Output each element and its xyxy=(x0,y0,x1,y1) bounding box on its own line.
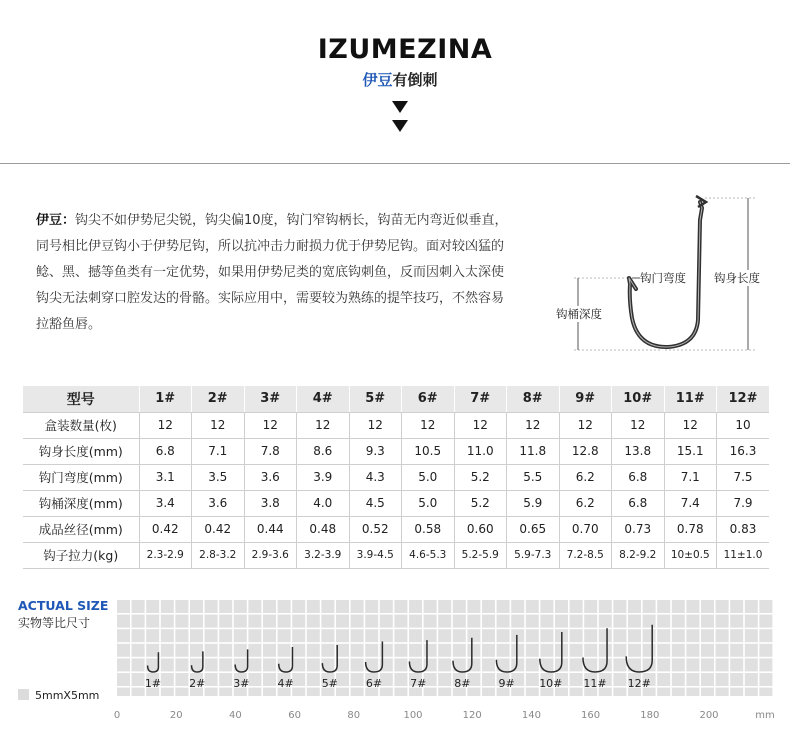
spec-cell: 3.8 xyxy=(244,490,297,516)
spec-size-header: 4# xyxy=(297,386,350,412)
spec-cell: 7.1 xyxy=(664,464,717,490)
spec-size-header: 11# xyxy=(664,386,717,412)
spec-size-header: 9# xyxy=(559,386,612,412)
spec-cell: 3.6 xyxy=(244,464,297,490)
spec-cell: 7.9 xyxy=(717,490,770,516)
spec-cell: 3.2-3.9 xyxy=(297,542,350,568)
down-arrow-icon xyxy=(392,101,408,113)
spec-cell: 4.5 xyxy=(349,490,402,516)
spec-cell: 5.5 xyxy=(507,464,560,490)
spec-cell: 7.8 xyxy=(244,438,297,464)
hook-size-label: 3# xyxy=(233,677,250,690)
spec-cell: 12.8 xyxy=(559,438,612,464)
spec-cell: 12 xyxy=(454,412,507,438)
spec-cell: 7.4 xyxy=(664,490,717,516)
hook-size-label: 2# xyxy=(189,677,206,690)
spec-cell: 0.73 xyxy=(612,516,665,542)
spec-cell: 6.8 xyxy=(612,464,665,490)
spec-size-header: 2# xyxy=(192,386,245,412)
hook-size-label: 11# xyxy=(583,677,607,690)
spec-cell: 0.70 xyxy=(559,516,612,542)
axis-tick-label: 140 xyxy=(521,710,541,721)
spec-size-header: 5# xyxy=(349,386,402,412)
spec-cell: 3.9-4.5 xyxy=(349,542,402,568)
spec-cell: 12 xyxy=(664,412,717,438)
spec-row-label: 钩身长度(mm) xyxy=(23,438,139,464)
spec-cell: 7.5 xyxy=(717,464,770,490)
spec-size-header: 10# xyxy=(612,386,665,412)
spec-cell: 2.3-2.9 xyxy=(139,542,192,568)
spec-cell: 4.3 xyxy=(349,464,402,490)
spec-row xyxy=(23,516,769,542)
spec-row xyxy=(23,490,769,516)
spec-cell: 5.2 xyxy=(454,464,507,490)
spec-row-label: 钩子拉力(kg) xyxy=(23,542,139,568)
spec-cell: 0.78 xyxy=(664,516,717,542)
spec-cell: 12 xyxy=(297,412,350,438)
product-subtitle xyxy=(0,69,790,90)
spec-cell: 3.1 xyxy=(139,464,192,490)
axis-tick-label: 0 xyxy=(113,710,121,721)
spec-row xyxy=(23,464,769,490)
label-gap: 钩门弯度 xyxy=(640,271,686,285)
axis-unit-label: mm xyxy=(755,710,775,721)
label-body-length: 钩身长度 xyxy=(714,271,760,285)
hook-size-label: 1# xyxy=(144,677,162,690)
spec-cell: 11.8 xyxy=(507,438,560,464)
spec-cell: 5.2-5.9 xyxy=(454,542,507,568)
spec-cell: 6.2 xyxy=(559,490,612,516)
spec-cell: 3.9 xyxy=(297,464,350,490)
spec-header-row xyxy=(23,386,769,412)
hook-size-label: 5# xyxy=(321,677,338,690)
spec-cell: 8.6 xyxy=(297,438,350,464)
spec-cell: 4.0 xyxy=(297,490,350,516)
subtitle-rest: 有倒刺 xyxy=(392,71,438,89)
spec-cell: 6.8 xyxy=(612,490,665,516)
spec-cell: 4.6-5.3 xyxy=(402,542,455,568)
actual-size-title: ACTUAL SIZE xyxy=(18,598,109,613)
spec-size-header: 8# xyxy=(507,386,560,412)
spec-cell: 5.2 xyxy=(454,490,507,516)
spec-cell: 5.9 xyxy=(507,490,560,516)
product-description xyxy=(36,208,516,338)
spec-cell: 12 xyxy=(559,412,612,438)
spec-cell: 5.0 xyxy=(402,490,455,516)
subtitle-highlight: 伊豆 xyxy=(362,71,393,89)
axis-tick-label: 120 xyxy=(462,710,482,721)
spec-row xyxy=(23,438,769,464)
spec-cell: 3.5 xyxy=(192,464,245,490)
axis-tick-label: 60 xyxy=(288,710,301,721)
spec-cell: 15.1 xyxy=(664,438,717,464)
spec-cell: 0.65 xyxy=(507,516,560,542)
spec-cell: 3.4 xyxy=(139,490,192,516)
spec-size-header: 3# xyxy=(244,386,297,412)
hook-size-label: 8# xyxy=(454,677,471,690)
spec-cell: 0.42 xyxy=(139,516,192,542)
legend-label: 5mmX5mm xyxy=(35,689,100,702)
spec-header-label: 型号 xyxy=(23,386,139,412)
spec-table xyxy=(23,386,769,569)
brand-title: IZUMEZINA xyxy=(317,34,493,65)
spec-cell: 0.48 xyxy=(297,516,350,542)
hook-size-label: 9# xyxy=(498,677,515,690)
axis-tick-label: 100 xyxy=(403,710,423,721)
spec-cell: 0.60 xyxy=(454,516,507,542)
hook-size-label: 12# xyxy=(627,677,651,690)
axis-tick-label: 40 xyxy=(229,710,242,721)
spec-size-header: 7# xyxy=(454,386,507,412)
spec-cell: 7.2-8.5 xyxy=(559,542,612,568)
axis-tick-label: 160 xyxy=(581,710,601,721)
spec-cell: 0.52 xyxy=(349,516,402,542)
spec-cell: 12 xyxy=(192,412,245,438)
axis-tick-label: 80 xyxy=(347,710,361,721)
spec-size-header: 12# xyxy=(717,386,770,412)
spec-cell: 11.0 xyxy=(454,438,507,464)
spec-cell: 2.9-3.6 xyxy=(244,542,297,568)
spec-cell: 6.8 xyxy=(139,438,192,464)
spec-cell: 3.6 xyxy=(192,490,245,516)
description-text: 钩尖不如伊势尼尖锐，钩尖偏10度，钩门窄钩柄长，钩苗无内弯近似垂直，同号相比伊豆钩小于伊势尼钩，所以抗冲击力耐损力优于伊势尼钩。面对较凶猛的鲶、黑、撼等鱼类有一定优势，如果用伊势尼类的宽底钩刺鱼，反而因刺入太深使钩尖无法刺穿口腔发达的骨骼。实际应用中，需要较为熟练的提竿技巧，不然容易拉豁鱼唇。 xyxy=(36,213,508,332)
spec-cell: 12 xyxy=(349,412,402,438)
spec-row-label: 盒装数量(枚) xyxy=(23,412,139,438)
spec-cell: 10.5 xyxy=(402,438,455,464)
spec-cell: 12 xyxy=(139,412,192,438)
spec-cell: 0.83 xyxy=(717,516,770,542)
spec-cell: 5.9-7.3 xyxy=(507,542,560,568)
down-arrow-icon xyxy=(392,120,408,132)
axis-tick-label: 20 xyxy=(169,710,183,721)
spec-cell: 13.8 xyxy=(612,438,665,464)
spec-row-label: 钩桶深度(mm) xyxy=(23,490,139,516)
spec-size-header: 1# xyxy=(139,386,192,412)
spec-row xyxy=(23,412,769,438)
spec-row-label: 成品丝径(mm) xyxy=(23,516,139,542)
spec-cell: 12 xyxy=(612,412,665,438)
axis-tick-label: 180 xyxy=(640,710,660,721)
section-divider xyxy=(0,163,790,164)
axis-tick-label: 200 xyxy=(699,710,719,721)
label-bucket-depth: 钩桶深度 xyxy=(556,307,602,321)
spec-cell: 2.8-3.2 xyxy=(192,542,245,568)
actual-size-subtitle: 实物等比尺寸 xyxy=(18,616,91,630)
grid-cells xyxy=(117,600,772,696)
hook-size-label: 4# xyxy=(277,677,294,690)
spec-cell: 8.2-9.2 xyxy=(612,542,665,568)
spec-row xyxy=(23,542,769,568)
hook-size-label: 10# xyxy=(539,677,563,690)
spec-cell: 11±1.0 xyxy=(717,542,770,568)
spec-cell: 6.2 xyxy=(559,464,612,490)
spec-size-header: 6# xyxy=(402,386,455,412)
hook-size-label: 7# xyxy=(410,677,427,690)
description-lead: 伊豆： xyxy=(36,213,76,228)
spec-cell: 0.58 xyxy=(402,516,455,542)
spec-cell: 12 xyxy=(507,412,560,438)
spec-cell: 9.3 xyxy=(349,438,402,464)
spec-row-label: 钩门弯度(mm) xyxy=(23,464,139,490)
hook-size-label: 6# xyxy=(365,677,383,690)
spec-cell: 0.42 xyxy=(192,516,245,542)
actual-size-grid xyxy=(0,590,790,754)
spec-cell: 0.44 xyxy=(244,516,297,542)
spec-cell: 10 xyxy=(717,412,770,438)
spec-cell: 7.1 xyxy=(192,438,245,464)
spec-cell: 10±0.5 xyxy=(664,542,717,568)
spec-cell: 12 xyxy=(402,412,455,438)
spec-cell: 16.3 xyxy=(717,438,770,464)
spec-cell: 12 xyxy=(244,412,297,438)
spec-cell: 5.0 xyxy=(402,464,455,490)
